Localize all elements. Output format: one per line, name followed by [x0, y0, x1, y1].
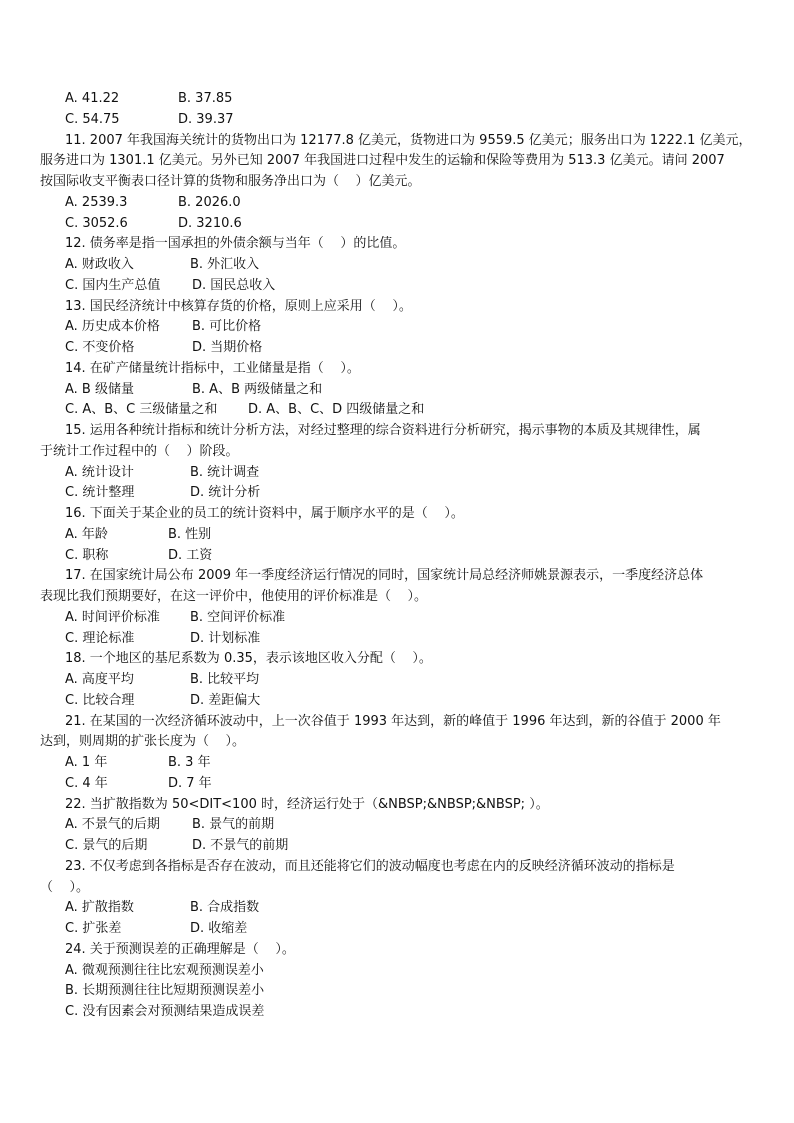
option-b: B. 3 年	[168, 755, 211, 770]
option-d: D. 统计分析	[190, 485, 261, 501]
option-row	[40, 214, 760, 235]
option-row	[40, 89, 760, 110]
option-a: A. B 级储量	[65, 381, 134, 397]
option-row	[40, 317, 760, 338]
option-row	[40, 255, 760, 276]
option-row	[40, 919, 760, 940]
option-c: C. A、B、C 三级储量之和	[65, 402, 218, 418]
option-row	[40, 981, 760, 1002]
question-23-cont: （ ）。	[40, 879, 90, 895]
option-d: D. 差距偏大	[190, 692, 261, 708]
question-17-cont: 表现比我们预期要好，在这一评价中，他使用的评价标准是（ ）。	[40, 589, 428, 604]
option-row	[40, 193, 760, 214]
option-d: D. 工资	[168, 547, 213, 563]
option-a: A. 1 年	[65, 755, 108, 770]
option-c: C. 国内生产总值	[65, 277, 161, 293]
option-a: A. 微观预测往往比宏观预测误差小	[65, 962, 264, 978]
option-d: D. 7 年	[168, 775, 212, 791]
question-14: 14. 在矿产储量统计指标中，工业储量是指（ ）。	[65, 360, 360, 376]
question-12: 12. 债务率是指一国承担的外债余额与当年（ ）的比值。	[65, 236, 406, 252]
question-list	[40, 89, 760, 1023]
question-18: 18. 一个地区的基尼系数为 0.35，表示该地区收入分配（ ）。	[65, 651, 432, 667]
option-c: C. 统计整理	[65, 485, 135, 501]
option-row	[40, 463, 760, 484]
question-17: 17. 在国家统计局公布 2009 年一季度经济运行情况的同时，国家统计局总经济师姚景源表示，一季度经济总体	[65, 568, 704, 584]
question-24: 24. 关于预测误差的正确理解是（ ）。	[65, 941, 295, 957]
question-21: 21. 在某国的一次经济循环波动中，上一次谷值于 1993 年达到，新的峰值于 1996 年达到，新的谷值于 2000 年	[65, 713, 721, 729]
option-row	[40, 1002, 760, 1023]
option-row	[40, 276, 760, 297]
option-c: C. 景气的后期	[65, 838, 148, 853]
option-row	[40, 836, 760, 857]
option-c: C. 3052.6	[65, 215, 128, 231]
option-d: D. 39.37	[178, 111, 234, 127]
option-b: B. 37.85	[178, 91, 233, 106]
option-a: A. 财政收入	[65, 257, 134, 272]
option-c: C. 职称	[65, 547, 109, 563]
option-b: B. 景气的前期	[192, 817, 275, 833]
option-a: A. 扩散指数	[65, 900, 134, 916]
option-d: D. 3210.6	[178, 215, 242, 231]
option-row	[40, 629, 760, 650]
option-c: C. 54.75	[65, 111, 120, 127]
option-row	[40, 338, 760, 359]
question-15-cont: 于统计工作过程中的（ ）阶段。	[40, 443, 239, 459]
option-row	[40, 525, 760, 546]
option-a: A. 41.22	[65, 91, 120, 106]
option-a: A. 高度平均	[65, 672, 134, 687]
question-11: 11. 2007 年我国海关统计的货物出口为 12177.8 亿美元，货物进口为 9559.5 亿美元；服务出口为 1222.1 亿美元，	[65, 132, 752, 148]
option-row	[40, 961, 760, 982]
question-22: 22. 当扩散指数为 50<DIT<100 时，经济运行处于（&NBSP;&NBSP;&NBSP; ）。	[65, 796, 549, 812]
option-row	[40, 753, 760, 774]
option-d: D. A、B、C、D 四级储量之和	[248, 402, 425, 418]
option-d: D. 收缩差	[190, 921, 248, 936]
option-row	[40, 670, 760, 691]
option-row	[40, 483, 760, 504]
option-c: C. 理论标准	[65, 630, 135, 646]
option-row	[40, 110, 760, 131]
option-c: C. 不变价格	[65, 340, 135, 355]
option-b: B. 性别	[168, 526, 212, 542]
option-row	[40, 380, 760, 401]
option-b: B. A、B 两级储量之和	[192, 381, 323, 397]
option-b: B. 空间评价标准	[190, 609, 286, 625]
option-d: D. 国民总收入	[192, 277, 276, 293]
option-b: B. 比较平均	[190, 672, 260, 687]
question-13: 13. 国民经济统计中核算存货的价格，原则上应采用（ ）。	[65, 298, 412, 314]
option-b: B. 2026.0	[178, 194, 241, 210]
option-a: A. 年龄	[65, 526, 108, 542]
option-b: B. 统计调查	[190, 464, 260, 480]
option-a: A. 不景气的后期	[65, 817, 160, 833]
question-11-cont: 服务进口为 1301.1 亿美元。另外已知 2007 年我国进口过程中发生的运输和保险等费用为 513.3 亿美元。请问 2007	[40, 153, 725, 169]
option-a: A. 统计设计	[65, 464, 134, 480]
option-d: D. 不景气的前期	[192, 838, 289, 853]
option-c: C. 比较合理	[65, 692, 135, 708]
option-row	[40, 691, 760, 712]
question-16: 16. 下面关于某企业的员工的统计资料中，属于顺序水平的是（ ）。	[65, 506, 464, 521]
option-d: D. 当期价格	[192, 340, 263, 355]
option-b: B. 长期预测往往比短期预测误差小	[65, 983, 265, 999]
question-21-cont: 达到，则周期的扩张长度为（ ）。	[40, 734, 246, 750]
option-a: A. 历史成本价格	[65, 319, 160, 335]
option-a: A. 时间评价标准	[65, 609, 160, 625]
option-a: A. 2539.3	[65, 194, 128, 210]
question-15: 15. 运用各种统计指标和统计分析方法，对经过整理的综合资料进行分析研究，揭示事物的本质及其规律性，属	[65, 423, 701, 438]
option-c: C. 4 年	[65, 775, 108, 791]
option-c: C. 没有因素会对预测结果造成误差	[65, 1004, 265, 1019]
option-b: B. 外汇收入	[190, 257, 260, 272]
question-11-cont: 按国际收支平衡表口径计算的货物和服务净出口为（ ）亿美元。	[40, 174, 421, 189]
option-d: D. 计划标准	[190, 630, 261, 646]
option-row	[40, 898, 760, 919]
option-row	[40, 608, 760, 629]
option-row	[40, 774, 760, 795]
option-b: B. 合成指数	[190, 900, 260, 916]
option-row	[40, 400, 760, 421]
option-c: C. 扩张差	[65, 921, 122, 936]
option-row	[40, 546, 760, 567]
option-b: B. 可比价格	[192, 319, 262, 335]
option-row	[40, 815, 760, 836]
question-23: 23. 不仅考虑到各指标是否存在波动，而且还能将它们的波动幅度也考虑在内的反映经济循环波动的指标是	[65, 858, 675, 874]
